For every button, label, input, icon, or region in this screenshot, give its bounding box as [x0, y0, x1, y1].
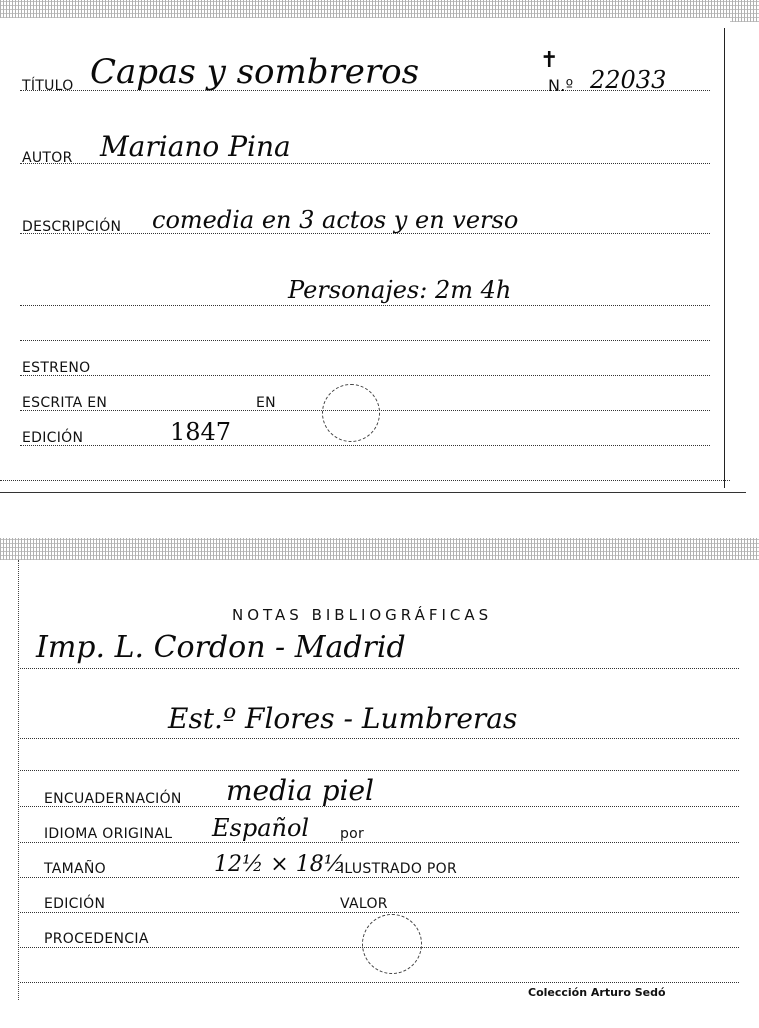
rule-tamano	[20, 877, 739, 878]
encuadernacion-value: media piel	[226, 774, 374, 807]
titulo-label: TÍTULO	[22, 78, 74, 94]
rule-personajes	[20, 305, 710, 306]
cross-mark: ✝	[540, 48, 559, 73]
rule-idioma	[20, 842, 739, 843]
estreno-label: ESTRENO	[22, 360, 91, 376]
tamano-label: TAMAÑO	[44, 861, 106, 877]
catalog-card-front	[0, 18, 730, 488]
tamano-value: 12½ × 18½	[214, 852, 346, 877]
rule-estreno	[20, 375, 710, 376]
idioma-value: Español	[212, 814, 310, 842]
personajes-value: Personajes: 2m 4h	[288, 276, 512, 304]
rule-edicion	[20, 445, 710, 446]
titulo-value: Capas y sombreros	[90, 52, 420, 92]
catalog-card-notes	[0, 560, 759, 1028]
note2-value: Est.º Flores - Lumbreras	[168, 702, 518, 735]
numero-value: 22033	[590, 66, 667, 94]
rule-blank	[20, 340, 710, 341]
descripcion-value: comedia en 3 actos y en verso	[152, 206, 519, 234]
rule-autor	[20, 163, 710, 164]
stamp-circle-2	[362, 914, 422, 974]
encuadernacion-label: ENCUADERNACIÓN	[44, 791, 182, 807]
autor-label: AUTOR	[22, 150, 73, 166]
rule-edicion2	[20, 912, 739, 913]
scan-border-top-2	[0, 538, 759, 560]
en-label: EN	[256, 395, 276, 411]
rule-bottom2	[20, 982, 739, 983]
rule-note1	[20, 668, 739, 669]
procedencia-label: PROCEDENCIA	[44, 931, 149, 947]
descripcion-label: DESCRIPCIÓN	[22, 219, 122, 235]
rule-bottom	[0, 480, 730, 481]
note1-value: Imp. L. Cordon - Madrid	[36, 630, 406, 665]
stamp-circle	[322, 384, 380, 442]
valor-label: VALOR	[340, 896, 388, 912]
card-separator	[0, 492, 746, 493]
notas-heading: NOTAS BIBLIOGRÁFICAS	[232, 606, 493, 624]
escrita-label: ESCRITA EN	[22, 395, 108, 411]
edicion-label: EDICIÓN	[22, 430, 84, 446]
rule-note2	[20, 738, 739, 739]
card-right-edge	[724, 28, 725, 488]
rule-blank2	[20, 770, 739, 771]
autor-value: Mariano Pina	[100, 130, 291, 163]
numero-label: N.º	[548, 76, 574, 95]
idioma-label: IDIOMA ORIGINAL	[44, 826, 173, 842]
ilustrado-label: ILUSTRADO POR	[340, 861, 457, 877]
por-label: por	[340, 826, 365, 842]
card-left-edge	[18, 560, 19, 1000]
edicion2-label: EDICIÓN	[44, 896, 106, 912]
edicion-value: 1847	[170, 418, 232, 446]
coleccion-credit: Colección Arturo Sedó	[528, 986, 666, 999]
